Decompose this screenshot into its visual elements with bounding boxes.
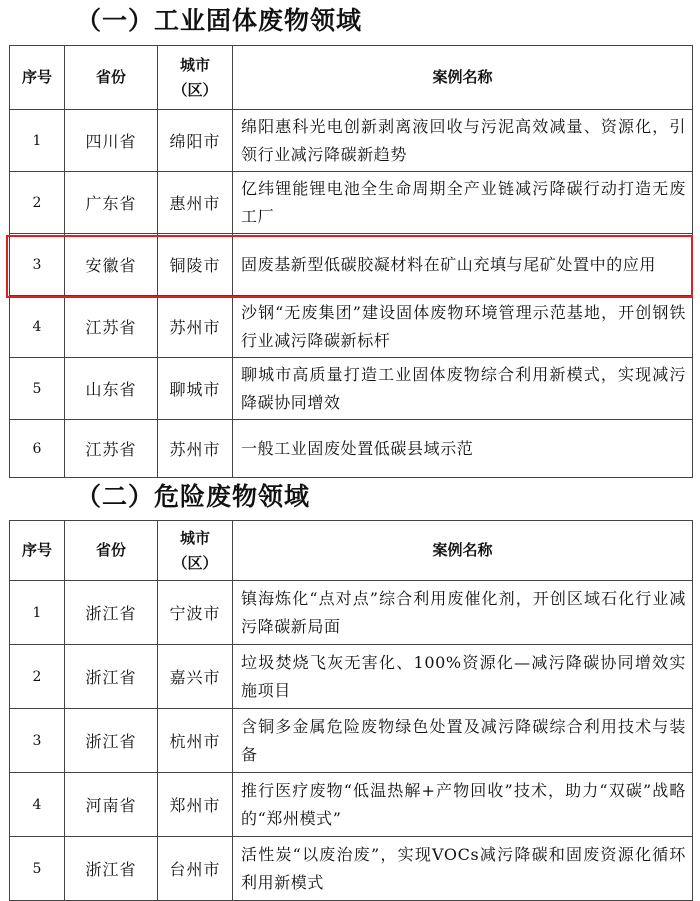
row-number: 2 — [10, 172, 65, 234]
case-name-cell: 亿纬锂能锂电池全生命周期全产业链减污降碳行动打造无废工厂 — [233, 172, 693, 234]
case-name-cell: 聊城市高质量打造工业固体废物综合利用新模式，实现减污降碳协同增效 — [233, 358, 693, 420]
city-cell: 嘉兴市 — [158, 645, 233, 709]
province-cell: 山东省 — [65, 358, 158, 420]
province-cell: 浙江省 — [65, 645, 158, 709]
column-header-city: 城市 （区） — [158, 46, 233, 110]
city-cell: 杭州市 — [158, 709, 233, 773]
column-header-province: 省份 — [65, 521, 158, 581]
city-cell: 铜陵市 — [158, 234, 233, 296]
case-name-cell: 一般工业固废处置低碳县域示范 — [233, 420, 693, 478]
case-name-cell: 镇海炼化“点对点”综合利用废催化剂，开创区域石化行业减污降碳新局面 — [233, 581, 693, 645]
province-cell: 四川省 — [65, 110, 158, 172]
column-header-province: 省份 — [65, 46, 158, 110]
province-cell: 浙江省 — [65, 837, 158, 901]
table-row — [10, 837, 693, 901]
row-number: 6 — [10, 420, 65, 478]
city-cell: 苏州市 — [158, 420, 233, 478]
section-heading-hazardous-waste: （二）危险废物领域 — [76, 482, 311, 511]
city-cell: 聊城市 — [158, 358, 233, 420]
case-name-cell: 沙钢“无废集团”建设固体废物环境管理示范基地，开创钢铁行业减污降碳新标杆 — [233, 296, 693, 358]
city-cell: 绵阳市 — [158, 110, 233, 172]
table-header-row — [10, 521, 693, 581]
table-row — [10, 358, 693, 420]
column-header-no: 序号 — [10, 46, 65, 110]
row-number: 3 — [10, 234, 65, 296]
case-name-cell: 绵阳惠科光电创新剥离液回收与污泥高效减量、资源化，引领行业减污降碳新趋势 — [233, 110, 693, 172]
city-cell: 郑州市 — [158, 773, 233, 837]
industrial-solid-waste-table — [9, 45, 693, 478]
row-number: 5 — [10, 358, 65, 420]
table-header-row — [10, 46, 693, 110]
column-header-case-name: 案例名称 — [233, 46, 693, 110]
column-header-case-name: 案例名称 — [233, 521, 693, 581]
city-cell: 宁波市 — [158, 581, 233, 645]
row-number: 1 — [10, 110, 65, 172]
case-name-cell: 固废基新型低碳胶凝材料在矿山充填与尾矿处置中的应用 — [233, 234, 693, 296]
table-row — [10, 709, 693, 773]
province-cell: 安徽省 — [65, 234, 158, 296]
table-row — [10, 420, 693, 478]
row-number: 4 — [10, 773, 65, 837]
province-cell: 浙江省 — [65, 709, 158, 773]
row-number: 4 — [10, 296, 65, 358]
province-cell: 河南省 — [65, 773, 158, 837]
table-row — [10, 110, 693, 172]
table-row — [10, 581, 693, 645]
table-row — [10, 234, 693, 296]
table-row — [10, 645, 693, 709]
row-number: 5 — [10, 837, 65, 901]
province-cell: 浙江省 — [65, 581, 158, 645]
table-row — [10, 172, 693, 234]
row-number: 3 — [10, 709, 65, 773]
hazardous-waste-table — [9, 520, 693, 901]
section-heading-industrial-solid-waste: （一）工业固体废物领域 — [76, 6, 363, 35]
city-cell: 惠州市 — [158, 172, 233, 234]
case-name-cell: 垃圾焚烧飞灰无害化、100%资源化—减污降碳协同增效实施项目 — [233, 645, 693, 709]
row-number: 1 — [10, 581, 65, 645]
province-cell: 江苏省 — [65, 296, 158, 358]
case-name-cell: 推行医疗废物“低温热解+产物回收”技术，助力“双碳”战略的“郑州模式” — [233, 773, 693, 837]
column-header-city: 城市 （区） — [158, 521, 233, 581]
column-header-no: 序号 — [10, 521, 65, 581]
province-cell: 江苏省 — [65, 420, 158, 478]
city-cell: 台州市 — [158, 837, 233, 901]
city-cell: 苏州市 — [158, 296, 233, 358]
row-number: 2 — [10, 645, 65, 709]
case-name-cell: 含铜多金属危险废物绿色处置及减污降碳综合利用技术与装备 — [233, 709, 693, 773]
table-row — [10, 773, 693, 837]
case-name-cell: 活性炭“以废治废”，实现VOCs减污降碳和固废资源化循环利用新模式 — [233, 837, 693, 901]
table-row — [10, 296, 693, 358]
province-cell: 广东省 — [65, 172, 158, 234]
